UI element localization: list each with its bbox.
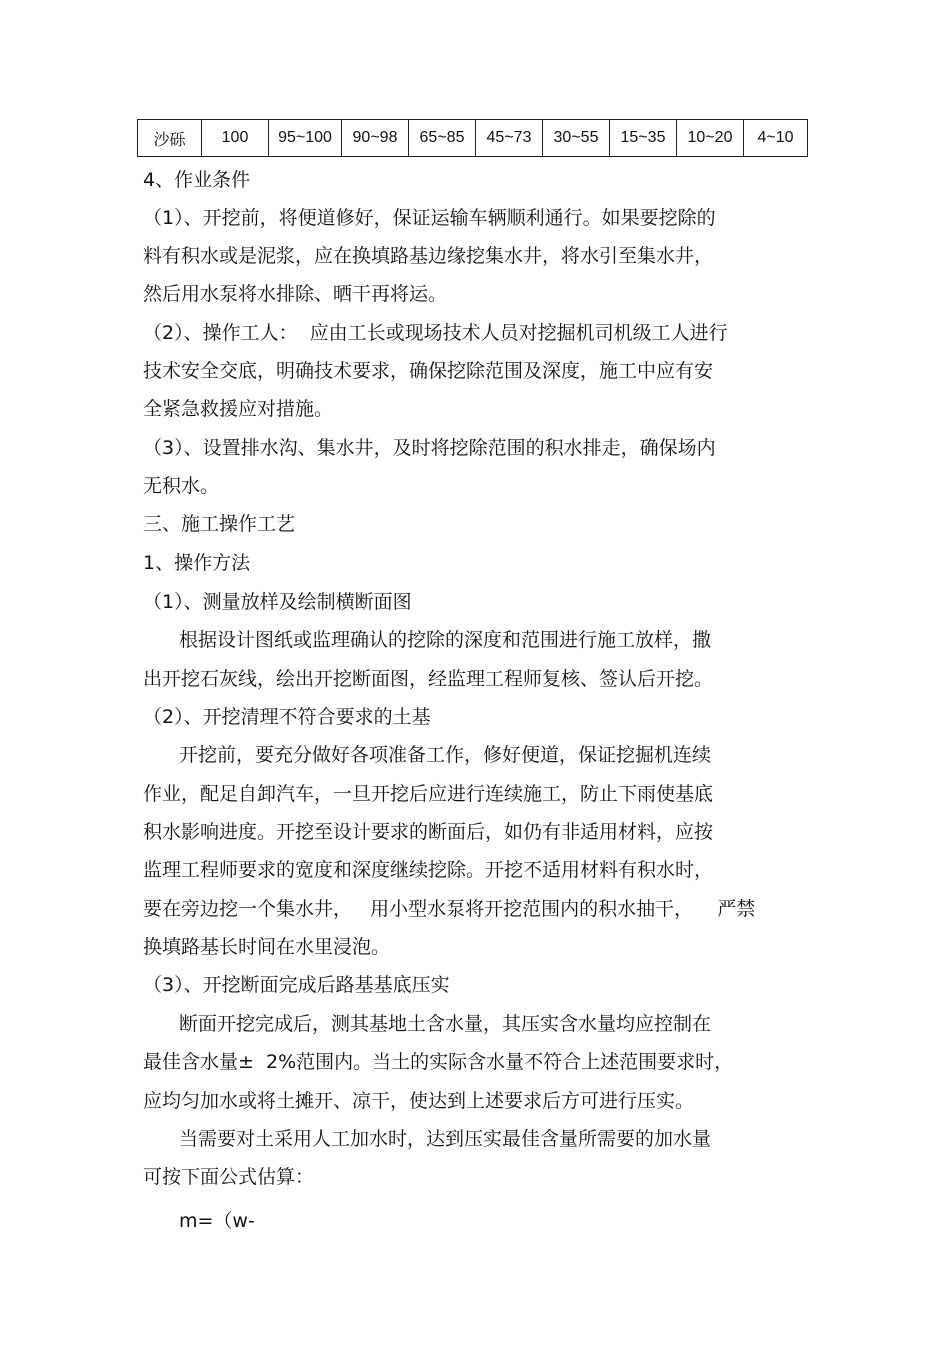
table-cell: 100 — [202, 120, 269, 157]
paragraph-line: 全紧急救援应对措施。 — [143, 398, 334, 420]
paragraph-line: 技术安全交底，明确技术要求，确保挖除范围及深度，施工中应有安 — [143, 360, 714, 382]
paragraph-line: 开挖前，要充分做好各项准备工作，修好便道，保证挖掘机连续 — [179, 744, 712, 766]
table-cell: 4~10 — [744, 120, 808, 157]
paragraph-line: 当需要对土采用人工加水时，达到压实最佳含量所需要的加水量 — [179, 1128, 712, 1150]
paragraph-line: 可按下面公式估算： — [143, 1166, 315, 1188]
paragraph-line: 应均匀加水或将土摊开、凉干，使达到上述要求后方可进行压实。 — [143, 1090, 695, 1112]
paragraph-line: 监理工程师要求的宽度和深度继续挖除。开挖不适用材料有积水时， — [143, 859, 714, 881]
paragraph-line: 最佳含水量± 2%范围内。当土的实际含水量不符合上述范围要求时， — [143, 1051, 734, 1073]
formula-line: m=（w- — [179, 1210, 255, 1232]
subsection-heading: （1）、测量放样及绘制横断面图 — [143, 591, 412, 613]
subsection-heading: （2）、开挖清理不符合要求的土基 — [143, 706, 431, 728]
gradation-table — [137, 119, 808, 157]
paragraph-line: （2）、操作工人： 应由工长或现场技术人员对挖掘机司机级工人进行 — [143, 322, 728, 344]
paragraph-line: （3）、设置排水沟、集水井，及时将挖除范围的积水排走，确保场内 — [143, 437, 716, 459]
table-cell: 95~100 — [269, 120, 342, 157]
paragraph-line: 作业，配足自卸汽车，一旦开挖后应进行连续施工，防止下雨使基底 — [143, 783, 714, 805]
paragraph-line: 换填路基长时间在水里浸泡。 — [143, 936, 391, 958]
section-heading: 4、作业条件 — [143, 169, 251, 191]
table-cell: 15~35 — [610, 120, 677, 157]
paragraph-line: （1）、开挖前，将便道修好，保证运输车辆顺利通行。如果要挖除的 — [143, 207, 716, 229]
table-cell: 65~85 — [409, 120, 476, 157]
table-cell: 90~98 — [342, 120, 409, 157]
table-cell: 30~55 — [543, 120, 610, 157]
section-heading: 三、施工操作工艺 — [143, 513, 296, 535]
paragraph-line: 要在旁边挖一个集水井， 用小型水泵将开挖范围内的积水抽干， 严禁 — [143, 898, 756, 920]
paragraph-line: 根据设计图纸或监理确认的挖除的深度和范围进行施工放样，撒 — [179, 629, 712, 651]
paragraph-line: 料有积水或是泥浆，应在换填路基边缘挖集水井，将水引至集水井， — [143, 245, 714, 267]
paragraph-line: 积水影响进度。开挖至设计要求的断面后，如仍有非适用材料，应按 — [143, 821, 714, 843]
subsection-heading: （3）、开挖断面完成后路基基底压实 — [143, 974, 450, 996]
table-cell: 45~73 — [476, 120, 543, 157]
paragraph-line: 无积水。 — [143, 475, 220, 497]
table-cell: 10~20 — [677, 120, 744, 157]
paragraph-line: 出开挖石灰线，绘出开挖断面图，经监理工程师复核、签认后开挖。 — [143, 668, 714, 690]
paragraph-line: 然后用水泵将水排除、晒干再将运。 — [143, 283, 448, 305]
paragraph-line: 断面开挖完成后，测其基地土含水量，其压实含水量均应控制在 — [179, 1013, 712, 1035]
table-row — [138, 120, 808, 157]
table-cell: 沙砾 — [138, 120, 202, 157]
section-heading: 1、操作方法 — [143, 552, 251, 574]
